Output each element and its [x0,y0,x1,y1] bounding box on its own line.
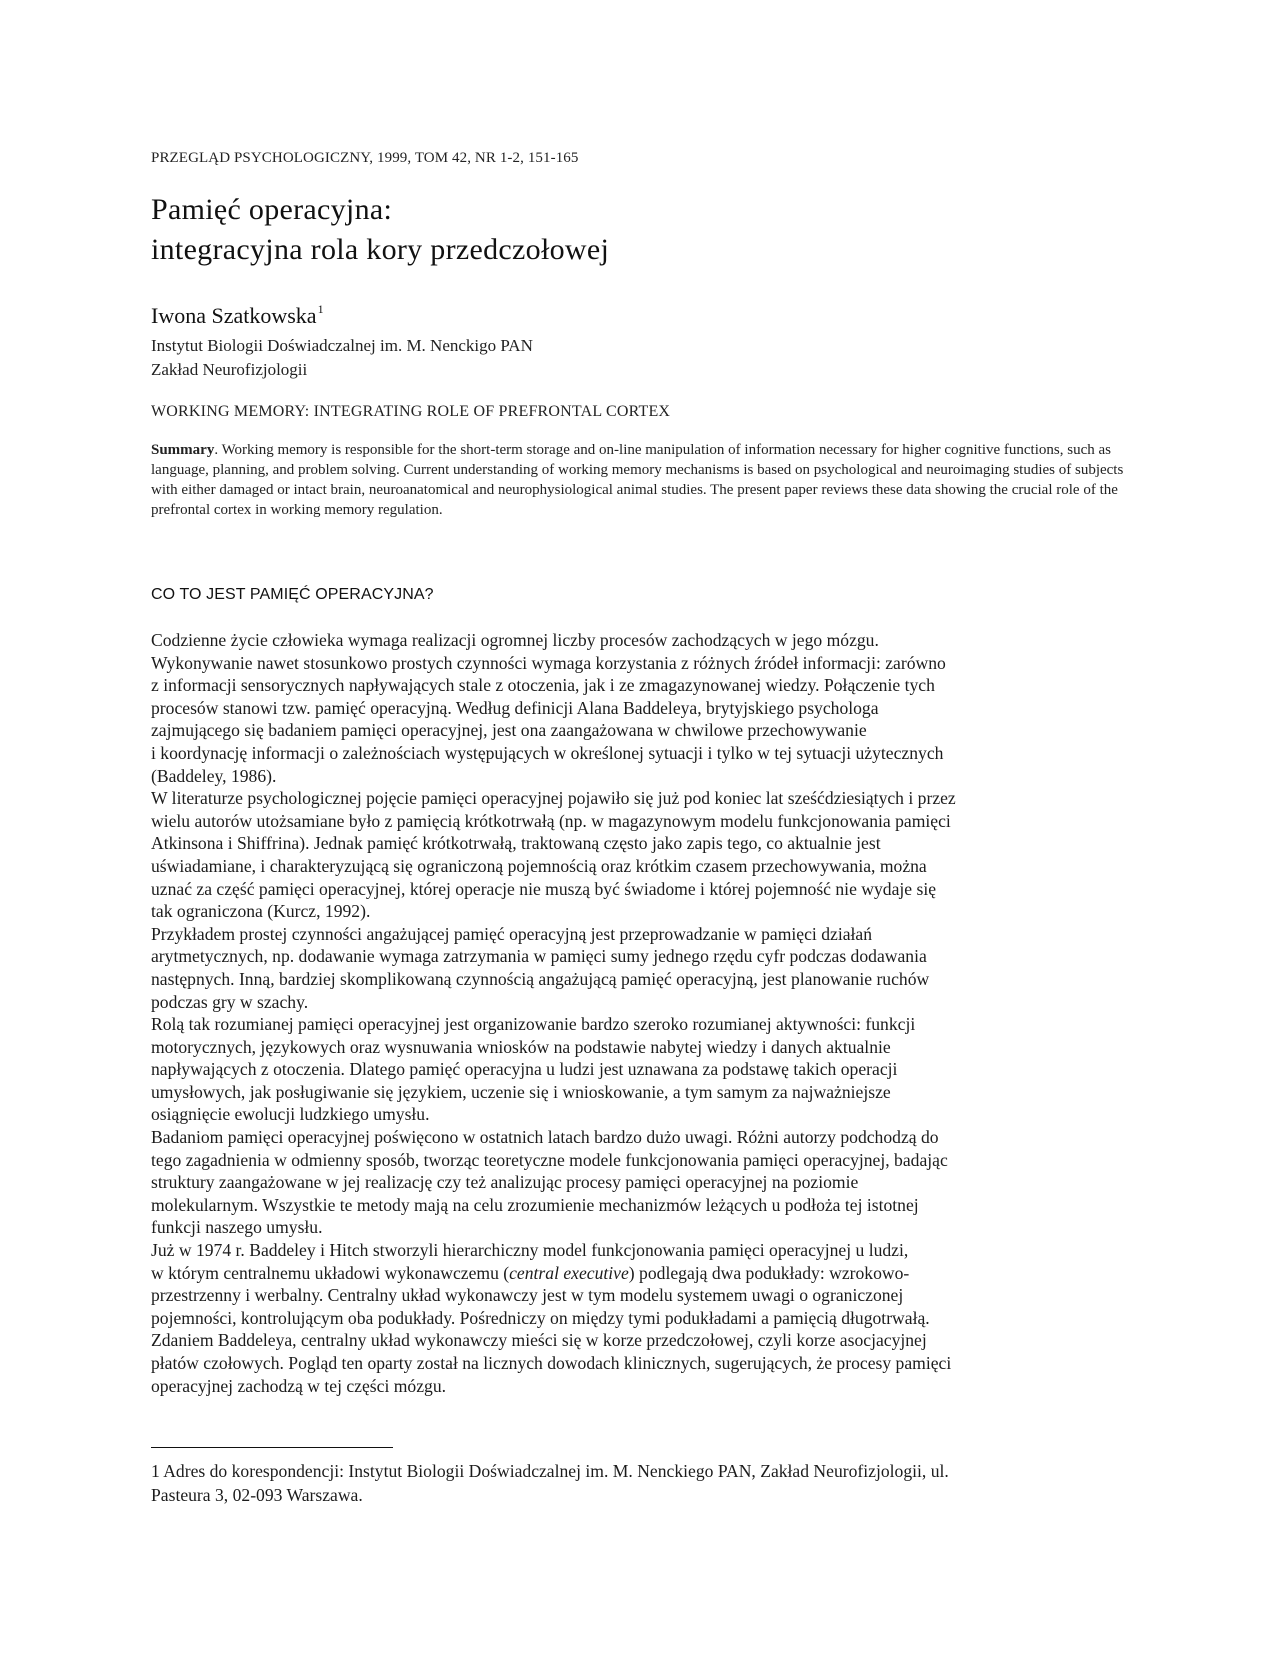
summary-text: . Working memory is responsible for the short-term storage and on-line manipulation of information necessary for higher cognitive functions, such as language, planning, and problem solving. Current understanding of working memory mechanisms is based on psychological and neuroimaging studies of subjects with either damaged or intact brain, neuroanatomical and neurophysiological animal studies. The present paper reviews these data showing the crucial role of the prefrontal cortex in working memory regulation. [151,442,1124,518]
affiliation-line-1: Instytut Biologii Doświadczalnej im. M. Nenckigo PAN [151,336,533,355]
body-text [151,629,1136,1397]
footnote-line-1: 1 Adres do korespondencji: Instytut Biologii Doświadczalnej im. M. Nenckiego PAN, Zakład Neurofizjologii, ul. [151,1461,949,1481]
body-line: arytmetycznych, np. dodawanie wymaga zatrzymania w pamięci sumy jednego rzędu cyfr podczas dodawania [151,946,927,967]
body-line: tak ograniczona (Kurcz, 1992). [151,901,371,922]
article-title [151,190,609,270]
body-line: zajmującego się badaniem pamięci operacyjnej, jest ona zaangażowana w chwilowe przechowywanie [151,720,867,741]
article-title-line-1: Pamięć operacyjna: [151,193,393,226]
body-line: operacyjnej zachodzą w tej części mózgu. [151,1375,447,1396]
body-line: przestrzenny i werbalny. Centralny układ wykonawczy jest w tym modelu systemem uwagi o ograniczonej [151,1285,904,1306]
footnote-divider [151,1447,393,1448]
affiliation-line-2: Zakład Neurofizjologii [151,360,308,379]
body-line: molekularnym. Wszystkie te metody mają na celu zrozumienie mechanizmów leżących u podłoża tej istotnej [151,1194,919,1215]
body-line: uznać za część pamięci operacyjnej, której operacje nie muszą być świadome i której pojemność nie wydaje się [151,878,937,899]
author-name-text: Iwona Szatkowska [151,303,317,328]
journal-header: PRZEGLĄD PSYCHOLOGICZNY, 1999, TOM 42, NR 1-2, 151-165 [151,150,579,166]
body-line: napływających z otoczenia. Dlatego pamięć operacyjna u ludzi jest uznawana za podstawę takich operacji [151,1059,898,1080]
body-line: z informacji sensorycznych napływających stale z otoczenia, jak i ze zmagazynowanej wiedzy. Połączenie tych [151,675,935,696]
footnote [151,1459,1136,1507]
body-line: i koordynację informacji o zależnościach występujących w określonej sytuacji i tylko w tej sytuacji użytecznych [151,742,944,763]
body-line: osiągnięcie ewolucji ludzkiego umysłu. [151,1104,430,1125]
body-line: Atkinsona i Shiffrina). Jednak pamięć krótkotrwałą, traktowaną często jako zapis tego, co aktualnie jest [151,833,881,854]
summary-paragraph [151,440,1126,520]
body-line: Wykonywanie nawet stosunkowo prostych czynności wymaga korzystania z różnych źródeł informacji: zarówno [151,652,946,673]
body-line: następnych. Inną, bardziej skomplikowaną czynnością angażującą pamięć operacyjną, jest planowanie ruchów [151,968,930,989]
body-line: pojemności, kontrolującym oba podukłady. Pośredniczy on między tymi podukładami a pamięcią długotrwałą. [151,1307,930,1328]
body-line: motorycznych, językowych oraz wysnuwania wniosków na podstawie nabytej wiedzy i danych aktualnie [151,1036,891,1057]
body-line: Rolą tak rozumianej pamięci operacyjnej jest organizowanie bardzo szeroko rozumianej aktywności: funkcji [151,1014,916,1035]
body-line: Codzienne życie człowieka wymaga realizacji ogromnej liczby procesów zachodzących w jego mózgu. [151,630,879,650]
section-heading: CO TO JEST PAMIĘĆ OPERACYJNA? [151,586,434,603]
body-line: podczas gry w szachy. [151,991,309,1012]
body-line: tego zagadnienia w odmienny sposób, tworząc teoretyczne modele funkcjonowania pamięci operacyjnej, badając [151,1149,948,1170]
body-line: umysłowych, jak posługiwanie się językiem, uczenie się i wnioskowanie, a tym samym za najważniejsze [151,1081,891,1102]
italic-term: central executive [509,1262,629,1283]
body-line: Zdaniem Baddeleya, centralny układ wykonawczy mieści się w korze przedczołowej, czyli korze asocjacyjnej [151,1330,927,1351]
body-line: wielu autorów utożsamiane było z pamięcią krótkotrwałą (np. w magazynowym modelu funkcjonowania pamięci [151,810,951,831]
body-line: procesów stanowi tzw. pamięć operacyjną. Według definicji Alana Baddeleya, brytyjskiego psychologa [151,697,879,718]
body-line: struktury zaangażowane w jej realizację czy też analizując procesy pamięci operacyjnej na poziomie [151,1172,859,1193]
body-line: płatów czołowych. Pogląd ten oparty został na licznych dowodach klinicznych, sugerujących, że procesy pamięci [151,1353,952,1373]
author-name [151,302,324,329]
body-line: (Baddeley, 1986). [151,765,277,786]
body-line: uświadamiane, i charakteryzującą się ograniczoną pojemnością oraz krótkim czasem przechowywania, można [151,855,927,876]
body-line: Już w 1974 r. Baddeley i Hitch stworzyli hierarchiczny model funkcjonowania pamięci operacyjnej u ludzi, [151,1240,909,1261]
footnote-line-2: Pasteura 3, 02-093 Warszawa. [151,1485,363,1505]
body-line: W literaturze psychologicznej pojęcie pamięci operacyjnej pojawiło się już pod koniec lat sześćdziesiątych i przez [151,788,956,809]
body-line: Badaniom pamięci operacyjnej poświęcono w ostatnich latach bardzo dużo uwagi. Różni autorzy podchodzą do [151,1127,939,1148]
summary-label: Summary [151,442,215,458]
author-footnote-mark: 1 [317,302,324,316]
author-affiliation [151,334,533,382]
body-line: Przykładem prostej czynności angażującej pamięć operacyjną jest przeprowadzanie w pamięci działań [151,923,873,944]
body-line: w którym centralnemu układowi wykonawczemu (central executive) podlegają dwa podukłady: wzrokowo- [151,1262,910,1283]
body-line: funkcji naszego umysłu. [151,1217,323,1238]
english-title: WORKING MEMORY: INTEGRATING ROLE OF PREFRONTAL CORTEX [151,403,671,420]
article-title-line-2: integracyjna rola kory przedczołowej [151,233,610,266]
